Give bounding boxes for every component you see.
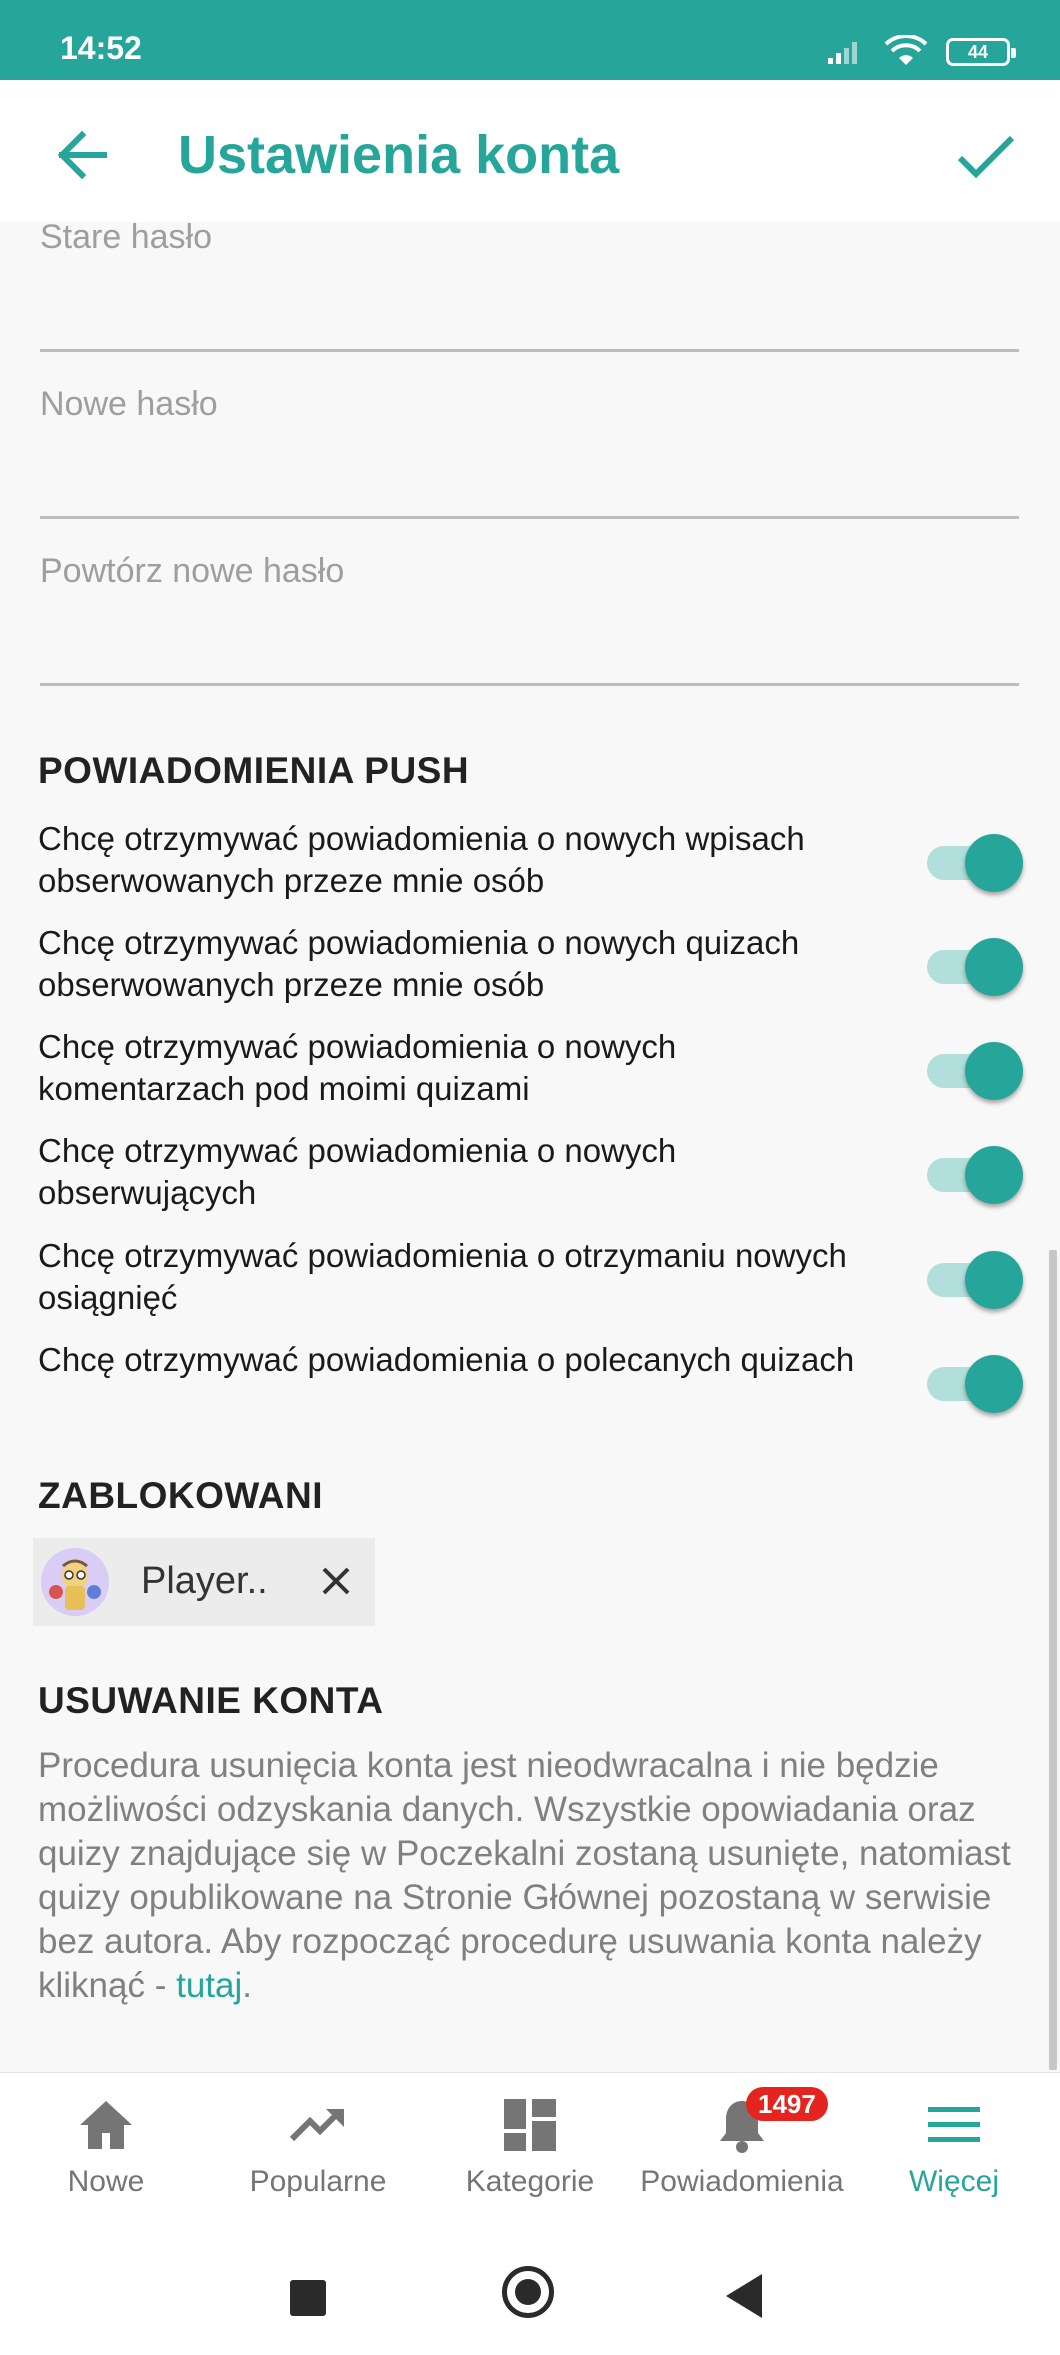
push-pref-label: Chcę otrzymywać powiadomienia o nowych obserwujących [38,1132,677,1211]
notification-count-badge: 1497 [746,2087,828,2121]
delete-account-text: Procedura usunięcia konta jest nieodwracalna i nie będzie możliwości odzyskania danych. Wszystkie opowiadania oraz quizy znajdujące się w Poczekalni zostaną usunięte, natomiast quizy opublikowane na Stronie Głównej pozostaną w serwisie bez autora. Aby rozpocząć procedurę usuwania konta należy kliknąć - [38,1746,1011,2005]
push-pref-row [38,1026,1023,1116]
check-icon[interactable] [950,120,1020,190]
push-toggle-switch[interactable] [923,1038,1023,1098]
push-pref-row [38,1235,1023,1325]
scrollbar[interactable] [1049,1250,1057,2070]
menu-icon [924,2095,984,2155]
new-password-underline [40,516,1019,519]
close-icon[interactable] [311,1556,361,1606]
app-bar [0,80,1060,222]
new-password-field[interactable] [40,385,1019,520]
blocked-section-title: ZABLOKOWANI [38,1475,324,1516]
dashboard-icon [500,2095,560,2155]
nav-label: Popularne [249,2165,387,2198]
delete-account-link[interactable]: tutaj [176,1966,243,2005]
status-bar [0,0,1060,80]
battery-indicator: 44 [946,38,1010,66]
old-password-field[interactable] [40,218,1019,353]
push-toggle-switch[interactable] [923,934,1023,994]
delete-account-section-title: USUWANIE KONTA [38,1680,384,1721]
blocked-user-name: Player.. [141,1560,268,1602]
back-triangle-icon[interactable] [726,2274,762,2318]
nav-label: Kategorie [465,2165,595,2198]
push-pref-label: Chcę otrzymywać powiadomienia o nowych wpisach obserwowanych przeze mnie osób [38,820,805,899]
page-title: Ustawienia konta [178,125,620,185]
delete-account-text-end: . [242,1966,252,2005]
old-password-underline [40,349,1019,352]
wifi-icon [884,35,928,69]
new-password-label: Nowe hasło [40,385,218,423]
nav-label: Powiadomienia [640,2165,844,2198]
push-toggle-switch[interactable] [923,830,1023,890]
push-toggle-switch[interactable] [923,1247,1023,1307]
push-pref-label: Chcę otrzymywać powiadomienia o otrzymaniu nowych osiągnięć [38,1237,847,1316]
nav-label: Więcej [908,2165,999,2198]
system-navigation-bar [0,2210,1060,2355]
home-circle-icon[interactable] [502,2266,554,2318]
old-password-label: Stare hasło [40,218,212,256]
user-avatar [41,1548,109,1616]
delete-account-description [38,1744,1028,2008]
push-pref-label: Chcę otrzymywać powiadomienia o polecanych quizach [38,1341,855,1378]
push-toggle-switch[interactable] [923,1142,1023,1202]
repeat-password-label: Powtórz nowe hasło [40,552,345,590]
push-pref-label: Chcę otrzymywać powiadomienia o nowych komentarzach pod moimi quizami [38,1028,677,1107]
push-pref-row [38,818,1023,908]
recents-icon[interactable] [290,2280,326,2316]
push-pref-label: Chcę otrzymywać powiadomienia o nowych quizach obserwowanych przeze mnie osób [38,924,800,1003]
nav-item-nowe[interactable] [0,2073,212,2211]
push-pref-row [38,1339,1023,1429]
trending-up-icon [288,2095,348,2155]
nav-item-wiecej[interactable] [848,2073,1060,2211]
blocked-user-chip[interactable] [33,1538,375,1626]
nav-item-popularne[interactable] [212,2073,424,2211]
signal-icon [826,38,866,66]
push-pref-row [38,1130,1023,1220]
push-section-title: POWIADOMIENIA PUSH [38,750,470,791]
repeat-password-field[interactable] [40,552,1019,687]
nav-item-powiadomienia[interactable] [636,2073,848,2211]
bottom-navigation [0,2072,1060,2211]
nav-label: Nowe [67,2165,145,2198]
home-icon [76,2095,136,2155]
push-toggle-switch[interactable] [923,1351,1023,1411]
push-pref-row [38,922,1023,1012]
status-icons [826,32,1010,72]
back-arrow-icon[interactable] [48,120,118,190]
status-time: 14:52 [60,30,142,66]
repeat-password-underline [40,683,1019,686]
nav-item-kategorie[interactable] [424,2073,636,2211]
